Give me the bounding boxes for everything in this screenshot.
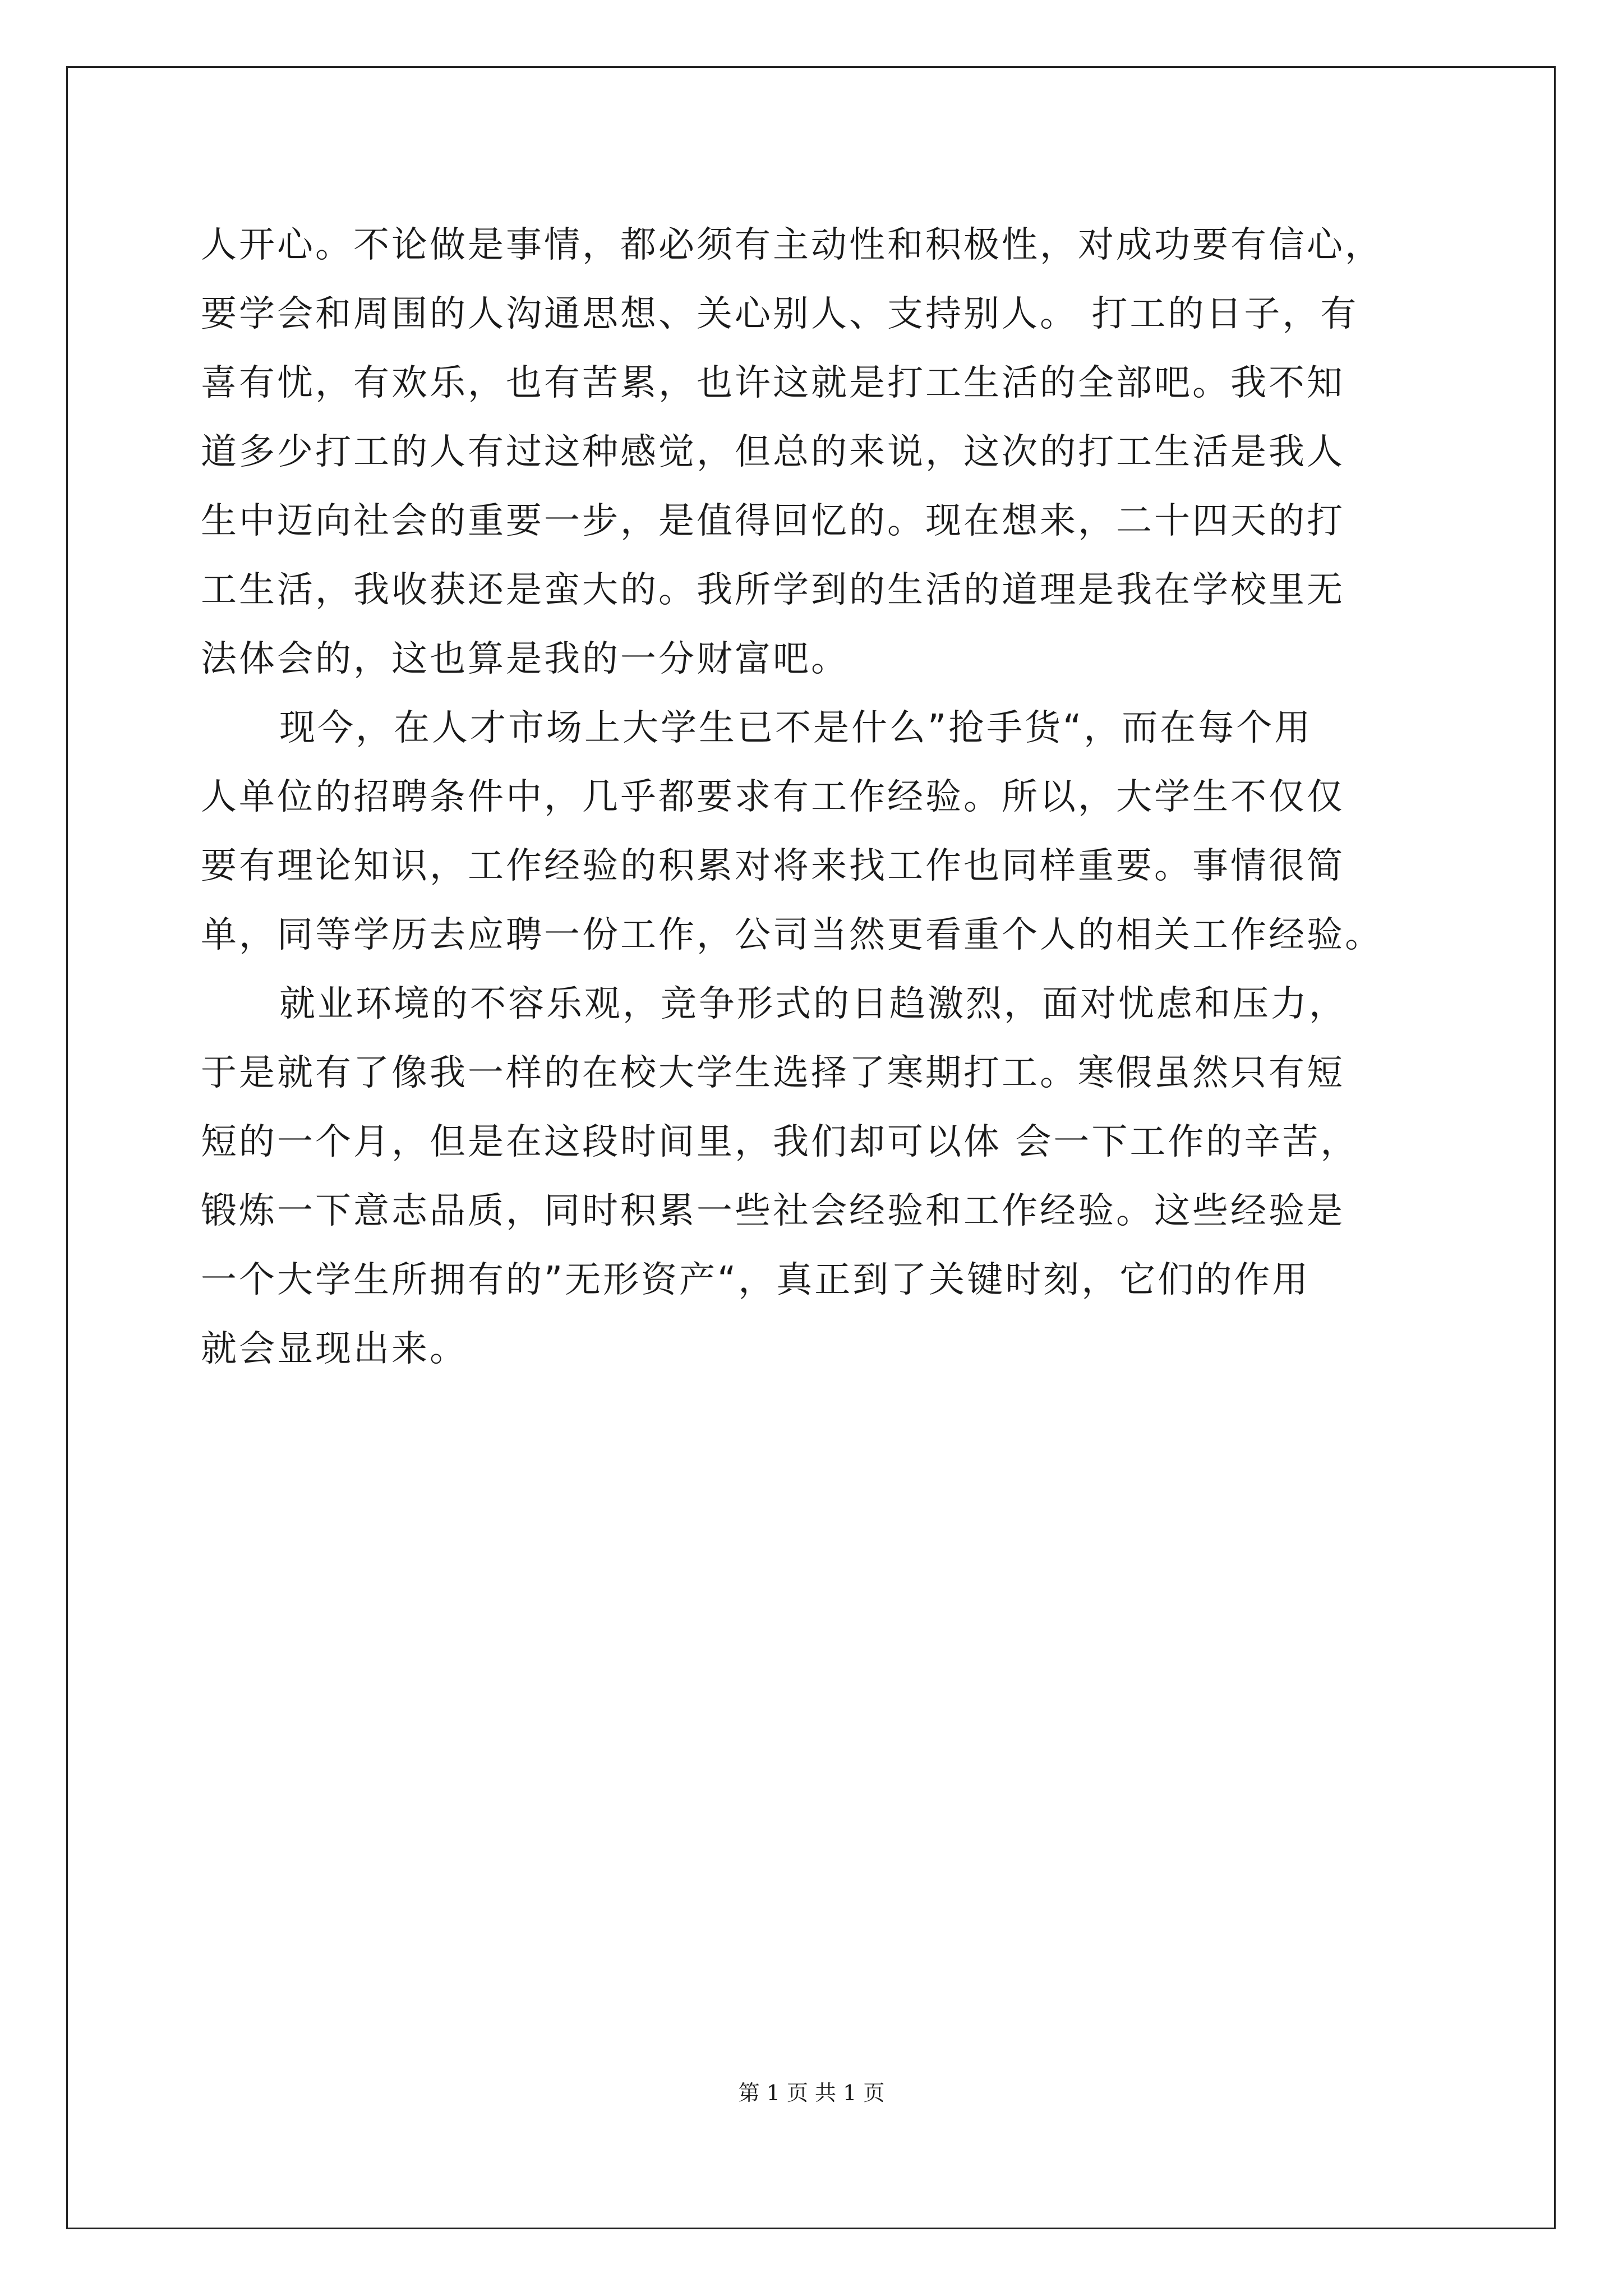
text-line: 于是就有了像我一样的在校大学生选择了寒期打工。寒假虽然只有短	[201, 1052, 1345, 1094]
page-number-footer: 第 1 页 共 1 页	[738, 2081, 885, 2105]
text-line: 法体会的，这也算是我的一分财富吧。	[201, 638, 849, 680]
text-line: 一个大学生所拥有的”无形资产“，真正到了关键时刻，它们的作用	[201, 1259, 1311, 1301]
text-line: 生中迈向社会的重要一步，是值得回忆的。现在想来，二十四天的打	[201, 500, 1345, 542]
text-line: 喜有忧，有欢乐，也有苦累，也许这就是打工生活的全部吧。我不知	[201, 362, 1345, 404]
text-line: 要学会和周围的人沟通思想、关心别人、支持别人。 打工的日子，有	[201, 293, 1359, 335]
text-line: 要有理论知识，工作经验的积累对将来找工作也同样重要。事情很简	[201, 845, 1345, 887]
text-line: 工生活，我收获还是蛮大的。我所学到的生活的道理是我在学校里无	[201, 569, 1345, 611]
paragraph-first-line: 现今，在人才市场上大学生已不是什么”抢手货“，而在每个用	[279, 707, 1313, 749]
text-line: 就会显现出来。	[201, 1328, 468, 1370]
text-line: 人单位的招聘条件中，几乎都要求有工作经验。所以，大学生不仅仅	[201, 776, 1345, 818]
text-line: 人开心。不论做是事情，都必须有主动性和积极性，对成功要有信心，	[201, 224, 1383, 266]
text-line: 锻炼一下意志品质，同时积累一些社会经验和工作经验。这些经验是	[201, 1190, 1345, 1232]
text-line: 单，同等学历去应聘一份工作，公司当然更看重个人的相关工作经验。	[201, 914, 1383, 956]
paragraph-first-line: 就业环境的不容乐观，竞争形式的日趋激烈，面对忧虑和压力，	[279, 983, 1347, 1025]
text-line: 短的一个月，但是在这段时间里，我们却可以体 会一下工作的辛苦，	[201, 1121, 1359, 1163]
text-line: 道多少打工的人有过这种感觉，但总的来说，这次的打工生活是我人	[201, 431, 1345, 473]
